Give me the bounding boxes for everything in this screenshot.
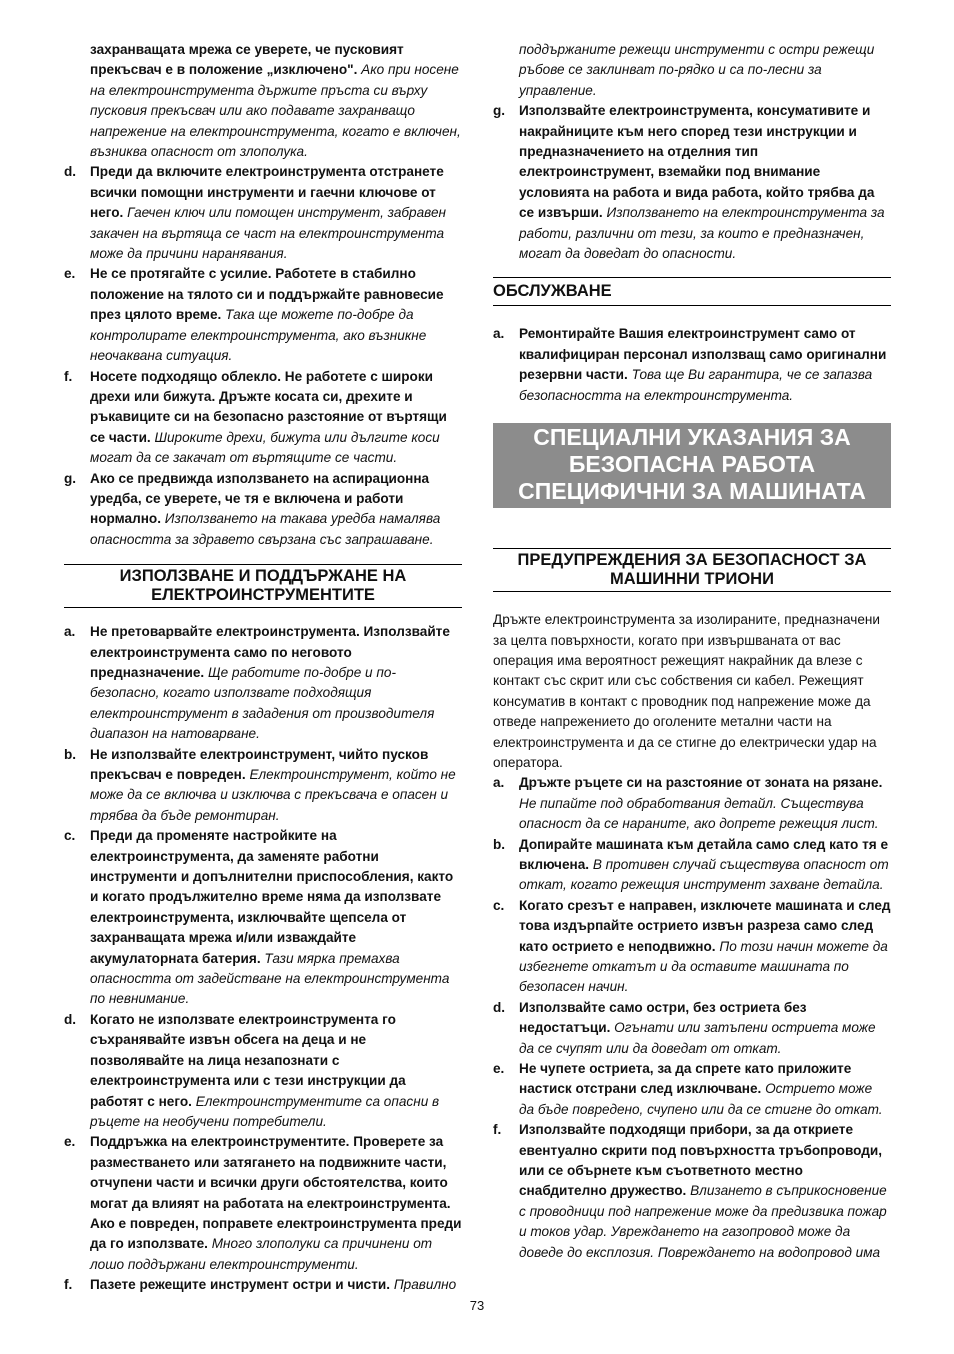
item-italic-text: Използването на такава уредба намалява опасността за здравето свързана със запрашаване. <box>90 511 441 547</box>
list-item <box>64 367 462 469</box>
item-italic-text: Това ще Ви гарантира, че се запазва безопасността на електроинструмента. <box>519 367 873 403</box>
list-item <box>493 835 891 896</box>
item-label: e. <box>64 1134 76 1150</box>
list-item <box>493 101 891 264</box>
item-italic-text: Ще работите по-добре и по-безопасно, когато използвате подходящия електроинструмент в зададения от производителя диапазон на натоварване. <box>90 664 435 742</box>
item-label: f. <box>64 1277 73 1293</box>
item-label: c. <box>493 897 505 913</box>
item-bold-text: Не използвайте електроинструмент, чийто пусков прекъсвач е повреден. <box>90 746 429 782</box>
item-bold-text: Пазете режещите инструмент остри и чисти. <box>90 1277 391 1293</box>
item-label: c. <box>64 828 76 844</box>
list-item <box>493 1059 891 1120</box>
item-bold-text: Носете подходящо облекло. Не работете с широки дрехи или бижута. Дръжте косата си, дрехите и ръкавиците си на безопасно разстояние от въртящи се части. <box>90 368 447 445</box>
item-label: d. <box>493 999 506 1015</box>
item-label: b. <box>493 836 506 852</box>
list-item <box>493 324 891 406</box>
item-italic-text: Използването на електроинструмента за работи, различни от тези, за които е предназначен, могат да доведат до опасности. <box>519 205 885 262</box>
list-item <box>64 1132 462 1275</box>
item-label: g. <box>64 470 77 486</box>
item-bold-text: Когато не използвате електроинструмента го съхранявайте извън обсега на деца и не позволявайте на лица незапознати с електроинструмента или с тези инструкции да работят с него. <box>90 1011 406 1109</box>
item-italic-text: Не пипайте под обработвания детайл. Съществува опасност да се нараните, ако допрете режещия лист. <box>519 795 879 832</box>
item-bold-text: Не претоварвайте електроинструмента. Използвайте електроинструмента само по неговото предназначение. <box>90 624 450 680</box>
item-bold-text: Не се протягайте с усилие. Работете в стабилно положение на тялото си и поддържайте равновесие през цялото време. <box>90 266 444 323</box>
item-bold-text: Преди да включите електроинструмента отстранете всички помощни инструменти и гаечни ключове от него. <box>90 164 444 221</box>
item-italic-text: В противен случай съществува опасност от откат, когато режещия инструмент захване детайла. <box>519 856 889 893</box>
item-label: f. <box>493 1122 502 1138</box>
list-item <box>64 469 462 551</box>
item-label: a. <box>493 326 505 342</box>
item-italic-text: Гаечен ключ или помощен инструмент, забравен закачен на въртяща се част на електроинструмента може да причини наранявания. <box>90 205 446 262</box>
list-item <box>64 622 462 744</box>
item-label: e. <box>64 266 76 282</box>
item-label: f. <box>64 368 73 384</box>
section-heading-service: ОБСЛУЖВАНЕ <box>493 277 891 306</box>
list-item <box>64 162 462 264</box>
item-italic-text: Така ще можете по-добре да контролирате електроинструмента, ако възникне неочаквана ситуация. <box>90 307 427 364</box>
item-bold-text: Ремонтирайте Вашия електроинструмент само от квалифициран персонал използващ само оригинални резервни части. <box>519 326 887 383</box>
item-italic-text: По този начин можете да избегнете откатът и да оставите машината по безопасен начин. <box>519 938 888 995</box>
list-item <box>64 264 462 366</box>
item-label: a. <box>493 775 505 791</box>
item-label: b. <box>64 746 77 762</box>
item-italic-text: Правилно <box>393 1277 457 1293</box>
right-column <box>493 40 891 1263</box>
item-bold-text: Използвайте електроинструмента, консумативите и накрайниците към него според тези инструкции и предназначението на отделния тип електроинструмент, вземайки под внимание условията на работа и вида работа, който трябва да се извърши. <box>519 103 875 221</box>
item-italic-text: Електроинструментите са опасни в ръцете на необучени потребители. <box>90 1093 440 1129</box>
item-bold-text: Не чупете остриета, за да спрете като приложите настиск отстрани след изключване. <box>519 1061 852 1097</box>
list-item <box>493 1120 891 1263</box>
list-item <box>64 1010 462 1132</box>
item-bold-text: Преди да променяте настройките на електроинструмента, да заменяте работни инструменти и допълнителни приспособления, както и когато продължително време няма да използвате електроинструмента, изключвайте щепсела от захранващата мрежа и/или изваждайте акумулаторната батерия. <box>90 828 454 966</box>
item-label: e. <box>493 1061 505 1077</box>
item-italic-text: Електроинструмент, който не може да се включва и изключва с прекъсвача е опасен и трябва да бъде ремонтиран. <box>90 767 456 823</box>
item-label: d. <box>64 1011 77 1027</box>
section-heading-saw-warnings: ПРЕДУПРЕЖДЕНИЯ ЗА БЕЗОПАСНОСТ ЗА МАШИННИ ТРИОНИ <box>493 548 891 592</box>
item-bold-text: Използвайте подходящи прибори, за да откриете евентуално скрити под повърхността тръбопроводи, или се обърнете към съответното местно снабдително дружество. <box>519 1122 883 1199</box>
item-label: d. <box>64 164 77 180</box>
list-item <box>493 896 891 998</box>
item-label: a. <box>64 624 76 640</box>
item-bold-text: Когато срезът е направен, изключете машината и след това издърпайте острието извън разреза само след като острието е неподвижно. <box>519 897 891 954</box>
section-heading-tool-use: ИЗПОЛЗВАНЕ И ПОДДЪРЖАНЕ НА ЕЛЕКТРОИНСТРУМЕНТИТЕ <box>64 564 462 608</box>
list-item <box>64 826 462 1010</box>
item-italic-text: Влизането в съприкосновение с проводници под напрежение може да предизвика пожар и токов удар. Увреждането на газопровод може да доведе до експлозия. Повреждането на водопровод има <box>519 1183 887 1260</box>
item-bold-text: Дръжте ръцете си на разстояние от зоната на рязане. <box>519 775 883 791</box>
item-italic-text: Огънати или затъпени остриета може да се счупят или да доведат от откат. <box>519 1020 876 1056</box>
item-bold-text: Ако се предвижда използването на аспирационна уредба, се уверете, че тя е включена и работи нормално. <box>90 470 430 527</box>
item-italic-text: Острието може да бъде повредено, счупено или да се стигне до откат. <box>519 1081 883 1117</box>
list-item <box>493 998 891 1059</box>
item-italic-text: Тази мярка премахва опасността от задействане на електроинструмента по невнимание. <box>90 950 450 1007</box>
item-bold-text: Допирайте машината към детайла само след като тя е включена. <box>519 836 889 872</box>
item-bold-text: Използвайте само остри, без остриета без недостатъци. <box>519 999 807 1036</box>
item-italic-text: Широките дрехи, бижута или дългите коси могат да се закачат от въртящите се части. <box>90 429 440 466</box>
saw-intro-paragraph: Дръжте електроинструмента за изолираните, предназначени за целта повърхности, когато при извършваната от вас операция има вероятност режещият накрайник да влезе с контакт със скрит или със собствения си кабел. Режещият консуматив в контакт с проводник под напрежение може да отведе напрежението до оголените метални части на електроинструмента и да се стигне до електрически удар на оператора. <box>493 612 881 770</box>
list-item <box>64 1275 462 1295</box>
list-item <box>493 773 891 834</box>
page-number: 73 <box>469 1298 485 1313</box>
item-bold-text: захранващата мрежа се уверете, че пусковият прекъсвач е в положение „изключено". <box>90 42 404 78</box>
list-item <box>64 745 462 827</box>
continued-text: поддържаните режещи инструменти с остри режещи ръбове се заклинват по-рядко и са по-лесни за управление. <box>519 42 875 98</box>
left-column <box>64 40 462 1296</box>
item-italic-text: Ако при носене на електроинструмента държите пръста си върху пусковия прекъсвач или ако подавате захранващо напрежение на електроинструмента, когато е включен, възниква опасност от злополука. <box>90 62 461 160</box>
item-italic-text: Много злополуки са причинени от лошо поддържани електроинструменти. <box>90 1236 433 1272</box>
item-label: g. <box>493 103 506 119</box>
continued-item <box>64 40 462 162</box>
machine-specific-banner: СПЕЦИАЛНИ УКАЗАНИЯ ЗА БЕЗОПАСНА РАБОТА СПЕЦИФИЧНИ ЗА МАШИНАТА <box>493 423 891 508</box>
item-bold-text: Поддръжка на електроинструментите. Проверете за разместването или затягането на подвижните части, отчупени части и всички други обстоятелства, които могат да влияят на работата на електроинструмента. Ако е повреден, поправете електроинструмента преди да го използвате. <box>90 1134 462 1252</box>
